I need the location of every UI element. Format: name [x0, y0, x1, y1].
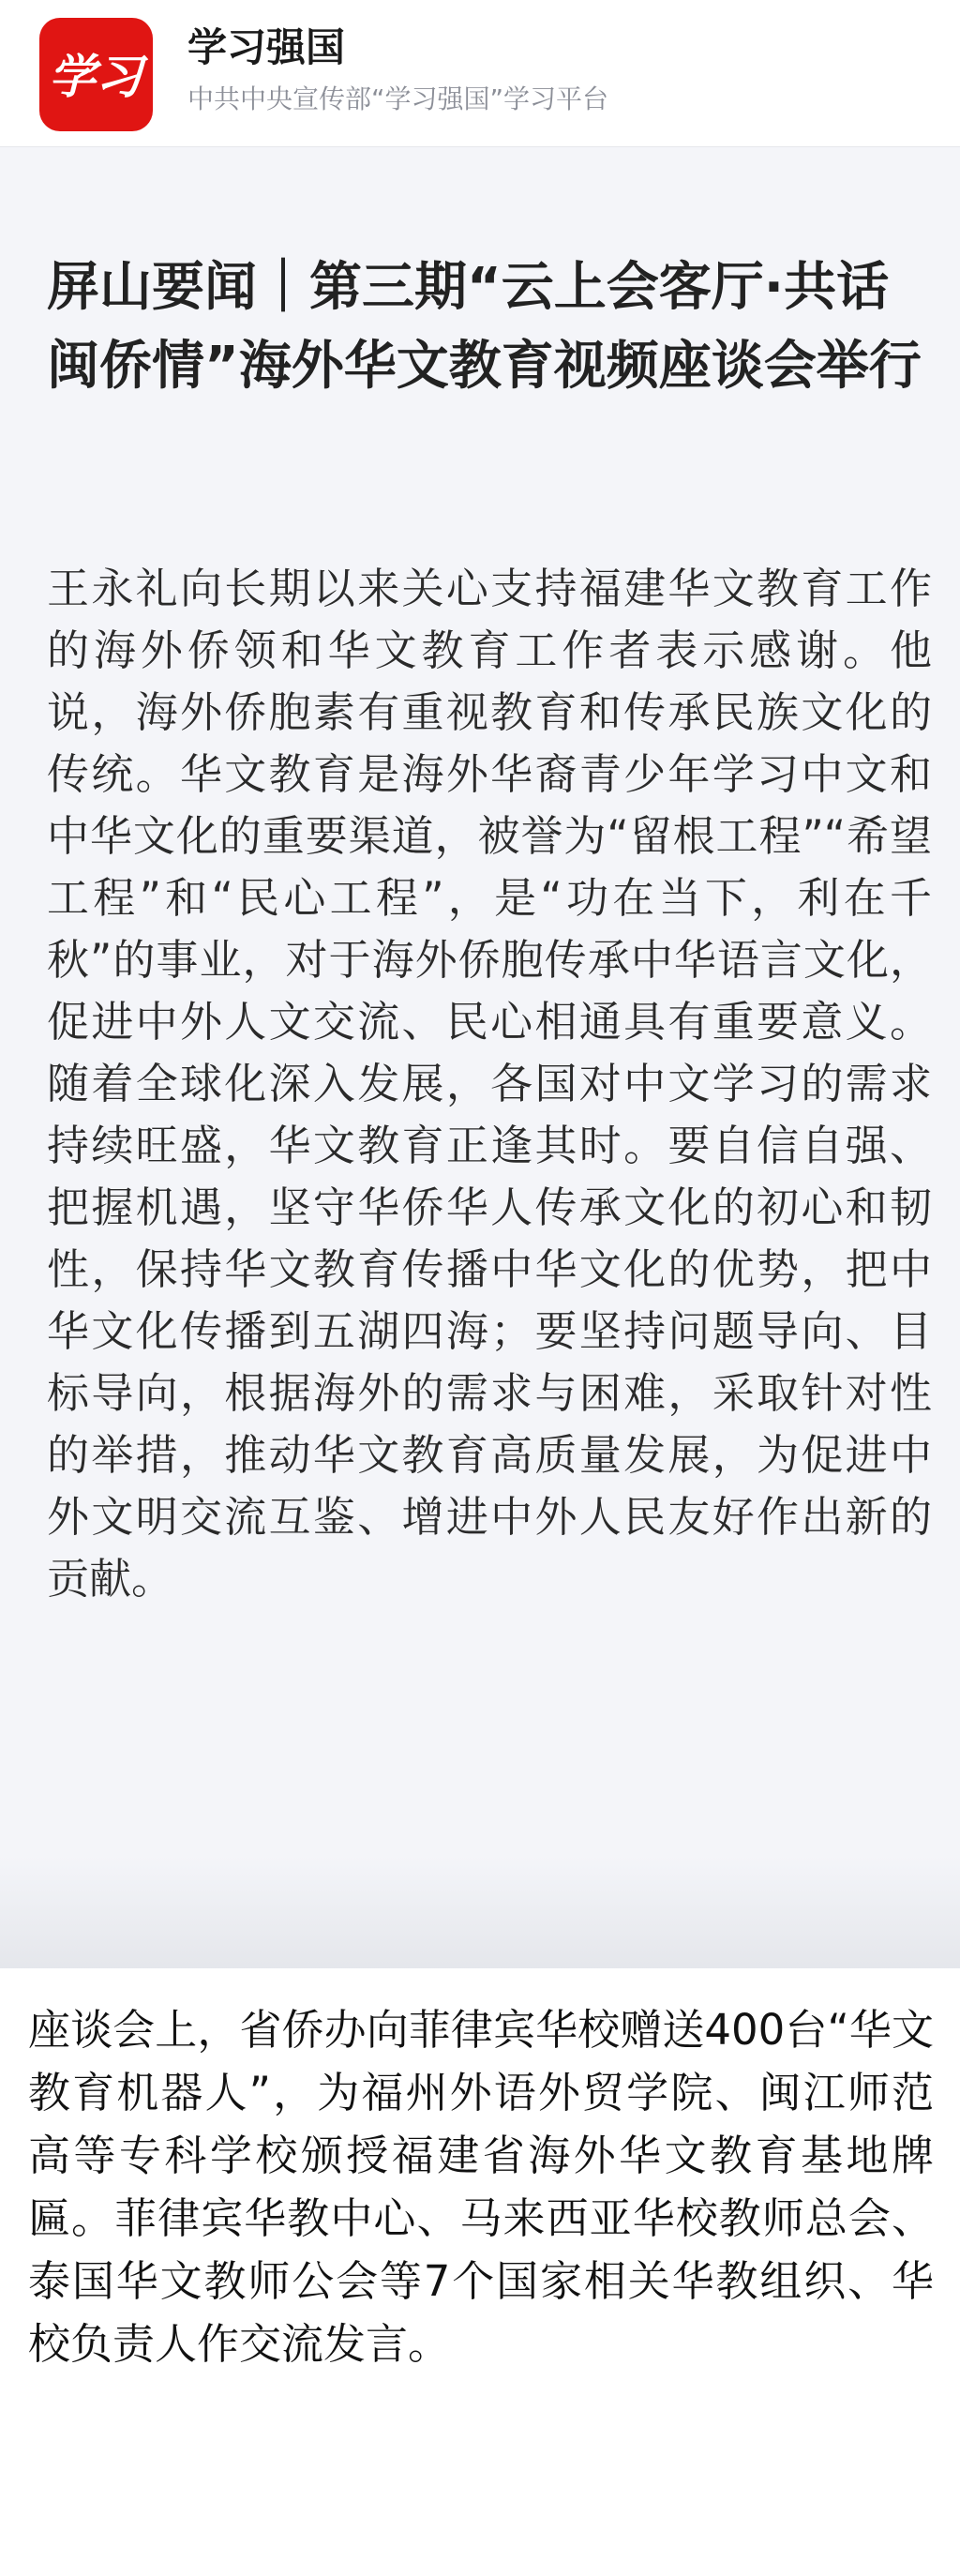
article-title: 屏山要闻｜第三期“云上会客厅·共话闽侨情”海外华文教育视频座谈会举行 [47, 257, 922, 397]
app-header [0, 0, 960, 147]
article-body: 王永礼向长期以来关心支持福建华文教育工作的海外侨领和华文教育工作者表示感谢。他说，海外侨胞素有重视教育和传承民族文化的传统。华文教育是海外华裔青少年学习中文和中华文化的重要渠道，被誉为“留根工程”“希望工程”和“民心工程”，是“功在当下，利在千秋”的事业，对于海外侨胞传承中华语言文化，促进中外人文交流、民心相通具有重要意义。随着全球化深入发展，各国对中文学习的需求持续旺盛，华文教育正逢其时。要自信自强、把握机遇，坚守华侨华人传承文化的初心和韧性，保持华文教育传播中华文化的优势，把中华文化传播到五湖四海；要坚持问题导向、目标导向，根据海外的需求与困难，采取针对性的举措，推动华文教育高质量发展，为促进中外文明交流互鉴、增进中外人民友好作出新的贡献。 [47, 564, 932, 1604]
app-subtitle: 中共中央宣传部“学习强国”学习平台 [188, 83, 609, 114]
app-name: 学习强国 [188, 24, 346, 70]
article-panel [0, 147, 960, 1968]
xuexi-logo-icon[interactable] [39, 18, 153, 131]
snippet-body: 座谈会上，省侨办向菲律宾华校赠送400台“华文教育机器人”，为福州外语外贸学院、闽江师范高等专科学校颁授福建省海外华文教育基地牌匾。菲律宾华教中心、马来西亚华校教师总会、泰国华文教师公会等7个国家相关华教组织、华校负责人作交流发言。 [28, 2005, 934, 2369]
xuexi-logo-glyph [39, 18, 153, 131]
article-bottom-fade [0, 1856, 960, 1968]
text-snippet [0, 1968, 960, 2576]
logo-text: 学习 [49, 49, 142, 104]
